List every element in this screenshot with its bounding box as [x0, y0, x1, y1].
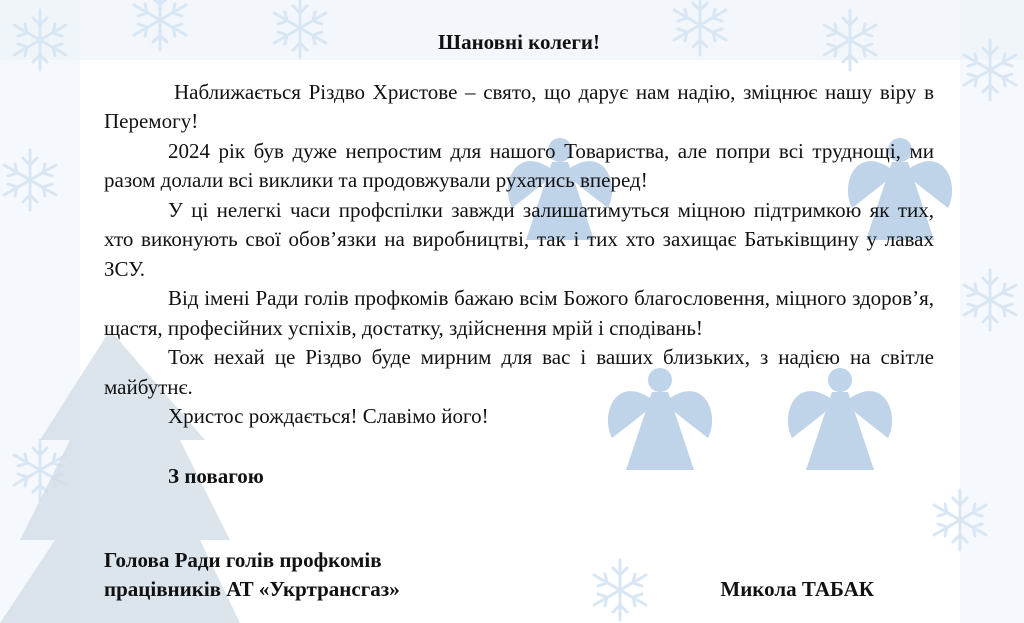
letter-regards: З повагою — [168, 463, 264, 488]
signature-name: Микола ТАБАК — [720, 577, 874, 601]
letter-paragraph: Христос рождається! Славімо його! — [168, 404, 489, 428]
letter-paragraph: Тож нехай це Різдво буде мирним для вас і ваших близьких, з надією на світле майбутнє. — [104, 345, 934, 399]
letter-paragraph: Від імені Ради голів профкомів бажаю всім Божого благословення, міцного здоров’я, щастя, професійних успіхів, достатку, здійснення мрій і сподівань! — [104, 286, 934, 340]
letter-paragraph: У ці нелегкі часи профспілки завжди залишатимуться міцною підтримкою як тих, хто виконують свої обов’язки на виробництві, так і тих хто захищає Батьківщину у лавах ЗСУ. — [104, 197, 934, 281]
letter-paragraph: Наближається Різдво Христове – свято, що дарує нам надію, зміцнює нашу віру в Перемогу! — [104, 79, 934, 133]
letter-title: Шановні колеги! — [438, 30, 600, 54]
letter-paragraph: 2024 рік був дуже непростим для нашого Товариства, але попри всі труднощі, ми разом долали всі виклики та продовжували рухатись вперед! — [104, 138, 934, 192]
letter-body — [104, 28, 934, 491]
signature-position-line1: Голова Ради голів профкомів — [104, 548, 382, 572]
signature-position-line2: працівників АТ «Укртрансгаз» — [104, 577, 400, 601]
signature-block — [104, 546, 874, 604]
